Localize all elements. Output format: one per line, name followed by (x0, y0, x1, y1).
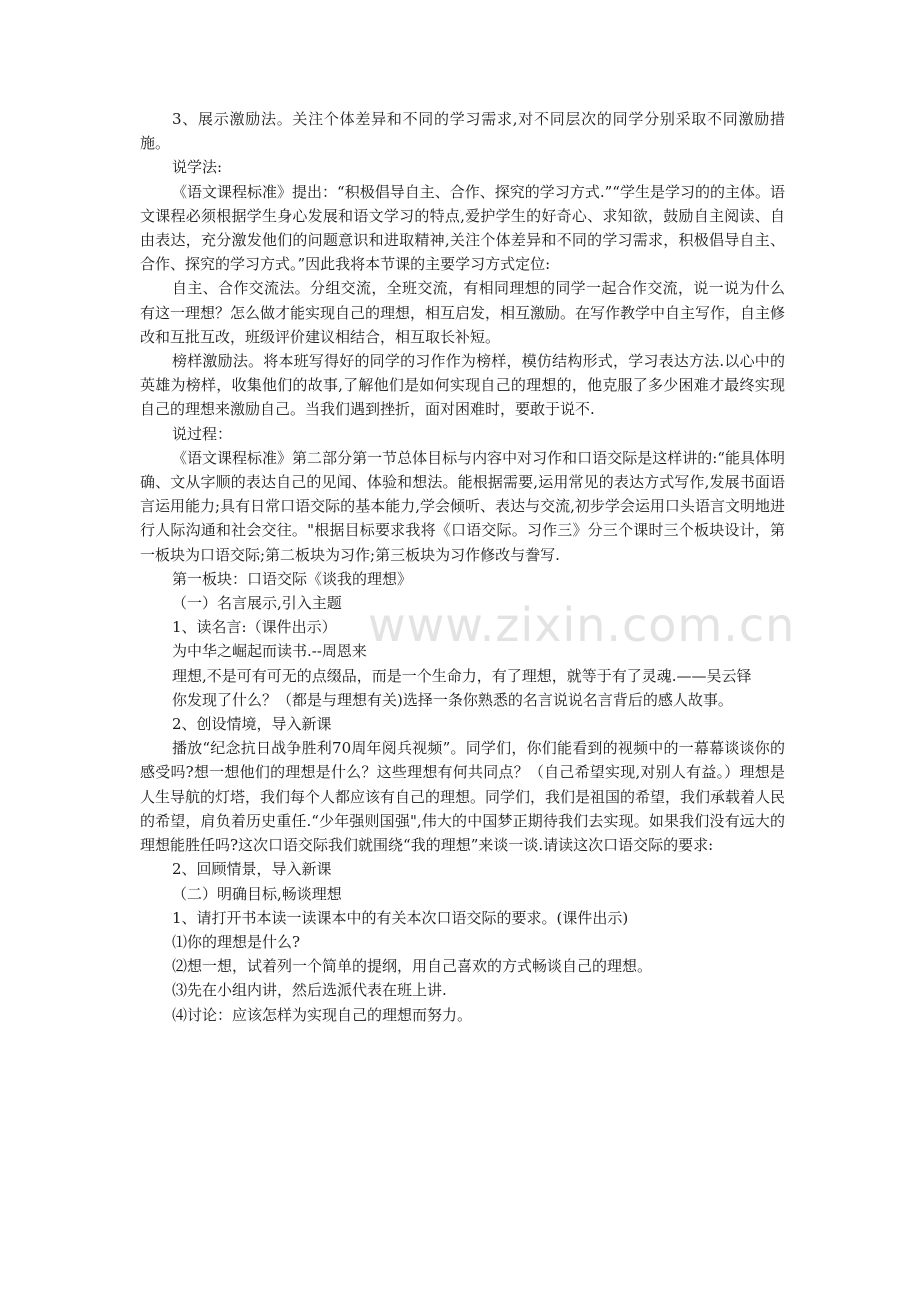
paragraph: 你发现了什么？（都是与理想有关)选择一条你熟悉的名言说说名言背后的感人故事。 (172, 690, 733, 709)
paragraph: 自主、合作交流法。分组交流，全班交流，有相同理想的同学一起合作交流，说一说为什么有这一理想？怎么做才能实现自己的理想，相互启发，相互激励。在写作教学中自主写作，自主修改和互批互改，班级评价建议相结合，相互取长补短。 (140, 279, 786, 346)
list-item: 2、创设情境，导入新课 (172, 715, 332, 734)
list-item: ⑵想一想，试着列一个简单的提纲，用自己喜欢的方式畅谈自己的理想。 (172, 957, 653, 976)
section-heading: 说学法: (172, 158, 223, 177)
section-heading: 说过程： (172, 424, 233, 443)
paragraph: 《语文课程标准》提出：“积极倡导自主、合作、探究的学习方式.”“学生是学习的的主体。语文课程必须根据学生身心发展和语文学习的特点,爱护学生的好奇心、求知欲，鼓励自主阅读、自由表达，充分激发他们的问题意识和进取精神,关注个体差异和不同的学习需求，积极倡导自主、合作、探究的学习方式。”因此我将本节课的主要学习方式定位: (140, 182, 785, 274)
paragraph: 3、展示激励法。关注个体差异和不同的学习需求,对不同层次的同学分别采取不同激励措施。 (140, 110, 785, 153)
subsection-heading: （二）明确目标,畅谈理想 (172, 884, 342, 903)
document-body (140, 107, 785, 1027)
watermark: www.zixin.com.cn (368, 598, 796, 652)
list-item: 1、请打开书本读一读课本中的有关本次口语交际的要求。(课件出示) (172, 908, 629, 927)
paragraph: 《语文课程标准》第二部分第一节总体目标与内容中对习作和口语交际是这样讲的:“能具体明确、文从字顺的表达自己的见闻、体验和想法。能根据需要,运用常见的表达方式写作,发展书面语言运用能力;具有日常口语交际的基本能力,学会倾听、表达与交流,初步学会运用口头语言文明地进行人际沟通和社会交往。"根据目标要求我将《口语交际。习作三》分三个课时三个板块设计，第一板块为口语交际;第二板块为习作;第三板块为习作修改与誊写. (140, 448, 785, 564)
list-item: ⑷讨论：应该怎样为实现自己的理想而努力。 (172, 1005, 473, 1024)
list-item: ⑶先在小组内讲，然后选派代表在班上讲. (172, 981, 447, 1000)
subsection-heading: （一）名言展示,引入主题 (172, 594, 342, 613)
list-item: 2、回顾情景，导入新课 (172, 860, 332, 879)
section-heading: 第一板块：口语交际《谈我的理想》 (172, 569, 413, 588)
quote: 理想,不是可有可无的点缀品，而是一个生命力，有了理想，就等于有了灵魂.——吴云铎 (172, 666, 752, 685)
quote: 为中华之崛起而读书.--周恩来 (172, 642, 367, 661)
list-item: 1、读名言:（课件出示） (172, 618, 337, 637)
list-item: ⑴你的理想是什么? (172, 932, 301, 951)
paragraph: 播放“纪念抗日战争胜利70周年阅兵视频”。同学们，你们能看到的视频中的一幕幕谈谈你的感受吗?想一想他们的理想是什么？这些理想有何共同点？（自己希望实现,对别人有益。）理想是人生导航的灯塔，我们每个人都应该有自己的理想。同学们，我们是祖国的希望，我们承载着人民的希望，肩负着历史重任.“少年强则国强",伟大的中国梦正期待我们去实现。如果我们没有远大的理想能胜任吗?这次口语交际我们就围绕“我的理想”来谈一谈.请读这次口语交际的要求: (140, 739, 786, 855)
paragraph: 榜样激励法。将本班写得好的同学的习作作为榜样，模仿结构形式，学习表达方法.以心中的英雄为榜样，收集他们的故事,了解他们是如何实现自己的理想的，他克服了多少困难才最终实现自己的理想来激励自己。当我们遇到挫折，面对困难时，要敢于说不. (140, 352, 785, 419)
